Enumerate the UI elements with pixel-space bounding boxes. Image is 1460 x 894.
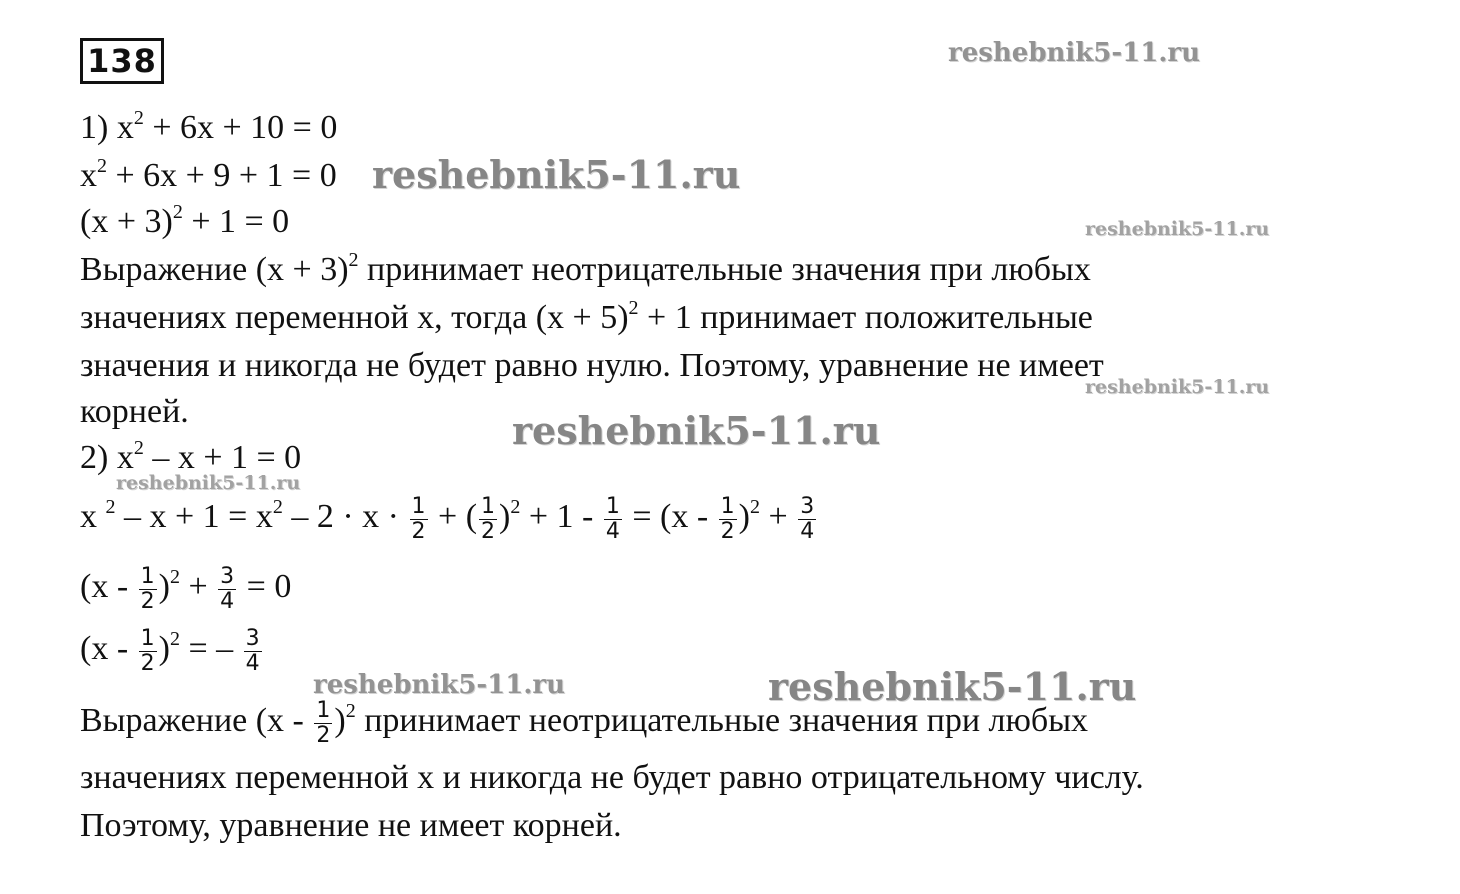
- watermark: reshebnik5-11.ru: [313, 670, 566, 700]
- watermark: reshebnik5-11.ru: [1085, 218, 1270, 240]
- explanation-2-line-1: Выражение (x - $\frac{1}{2}$ )$^2$ принимает неотрицательные значения при любых: [80, 697, 1089, 748]
- watermark: reshebnik5-11.ru: [1085, 376, 1270, 398]
- equation-2-1: 2) $x^2 - x + 1 = 0$: [80, 437, 302, 476]
- fraction-one-half: $\frac{1}{2}$: [411, 493, 426, 544]
- task-number: 138: [80, 38, 164, 84]
- watermark: reshebnik5-11.ru: [512, 408, 881, 453]
- fraction-one-half: $\frac{1}{2}$: [720, 493, 735, 544]
- watermark: reshebnik5-11.ru: [372, 152, 741, 197]
- explanation-1-line-2: значениях переменной x, тогда $(x + 5)^2 + 1$ принимает положительные: [80, 297, 1093, 336]
- explanation-1-line-1: Выражение $(x + 3)^2$ принимает неотрицательные значения при любых: [80, 249, 1091, 288]
- explanation-2-line-3: Поэтому, уравнение не имеет корней.: [80, 807, 622, 844]
- fraction-three-quarters: $\frac{3}{4}$: [800, 493, 815, 544]
- watermark: reshebnik5-11.ru: [116, 472, 301, 494]
- explanation-1-line-4: корней.: [80, 393, 189, 430]
- equation-2-3: (x - $\frac{1}{2}$ )$^2$ + $\frac{3}{4}$ = 0: [80, 563, 292, 614]
- fraction-one-half: $\frac{1}{2}$: [140, 625, 155, 676]
- fraction-one-half: $\frac{1}{2}$: [140, 563, 155, 614]
- explanation-2-line-2: значениях переменной x и никогда не будет равно отрицательному числу.: [80, 759, 1144, 796]
- equation-1-2: $x^2 + 6x + 9 + 1 = 0$: [80, 155, 337, 194]
- fraction-one-half: $\frac{1}{2}$: [481, 493, 496, 544]
- explanation-1-line-3: значения и никогда не будет равно нулю. Поэтому, уравнение не имеет: [80, 347, 1104, 384]
- equation-2-2: x $^2 - x + 1 = x^2 - 2 \cdot x$ · $\frac{1}{2}$ + ( $\frac{1}{2}$ )$^2$ + 1 - $\frac{1}{4}$ = (x - $\frac{1}{2}$ )$^2$ + $\frac{3}{4}$: [80, 493, 815, 544]
- equation-1-3: $(x + 3)^2 + 1 = 0$: [80, 201, 290, 240]
- equation-2-4: (x - $\frac{1}{2}$ )$^2$ = – $\frac{3}{4}$: [80, 625, 260, 676]
- fraction-three-quarters: $\frac{3}{4}$: [245, 625, 260, 676]
- watermark: reshebnik5-11.ru: [948, 38, 1201, 68]
- equation-1-1: 1) $x^2 + 6x + 10 = 0$: [80, 107, 338, 146]
- fraction-one-half: $\frac{1}{2}$: [316, 697, 331, 748]
- fraction-one-quarter: $\frac{1}{4}$: [605, 493, 620, 544]
- fraction-three-quarters: $\frac{3}{4}$: [220, 563, 235, 614]
- watermark: reshebnik5-11.ru: [768, 664, 1137, 709]
